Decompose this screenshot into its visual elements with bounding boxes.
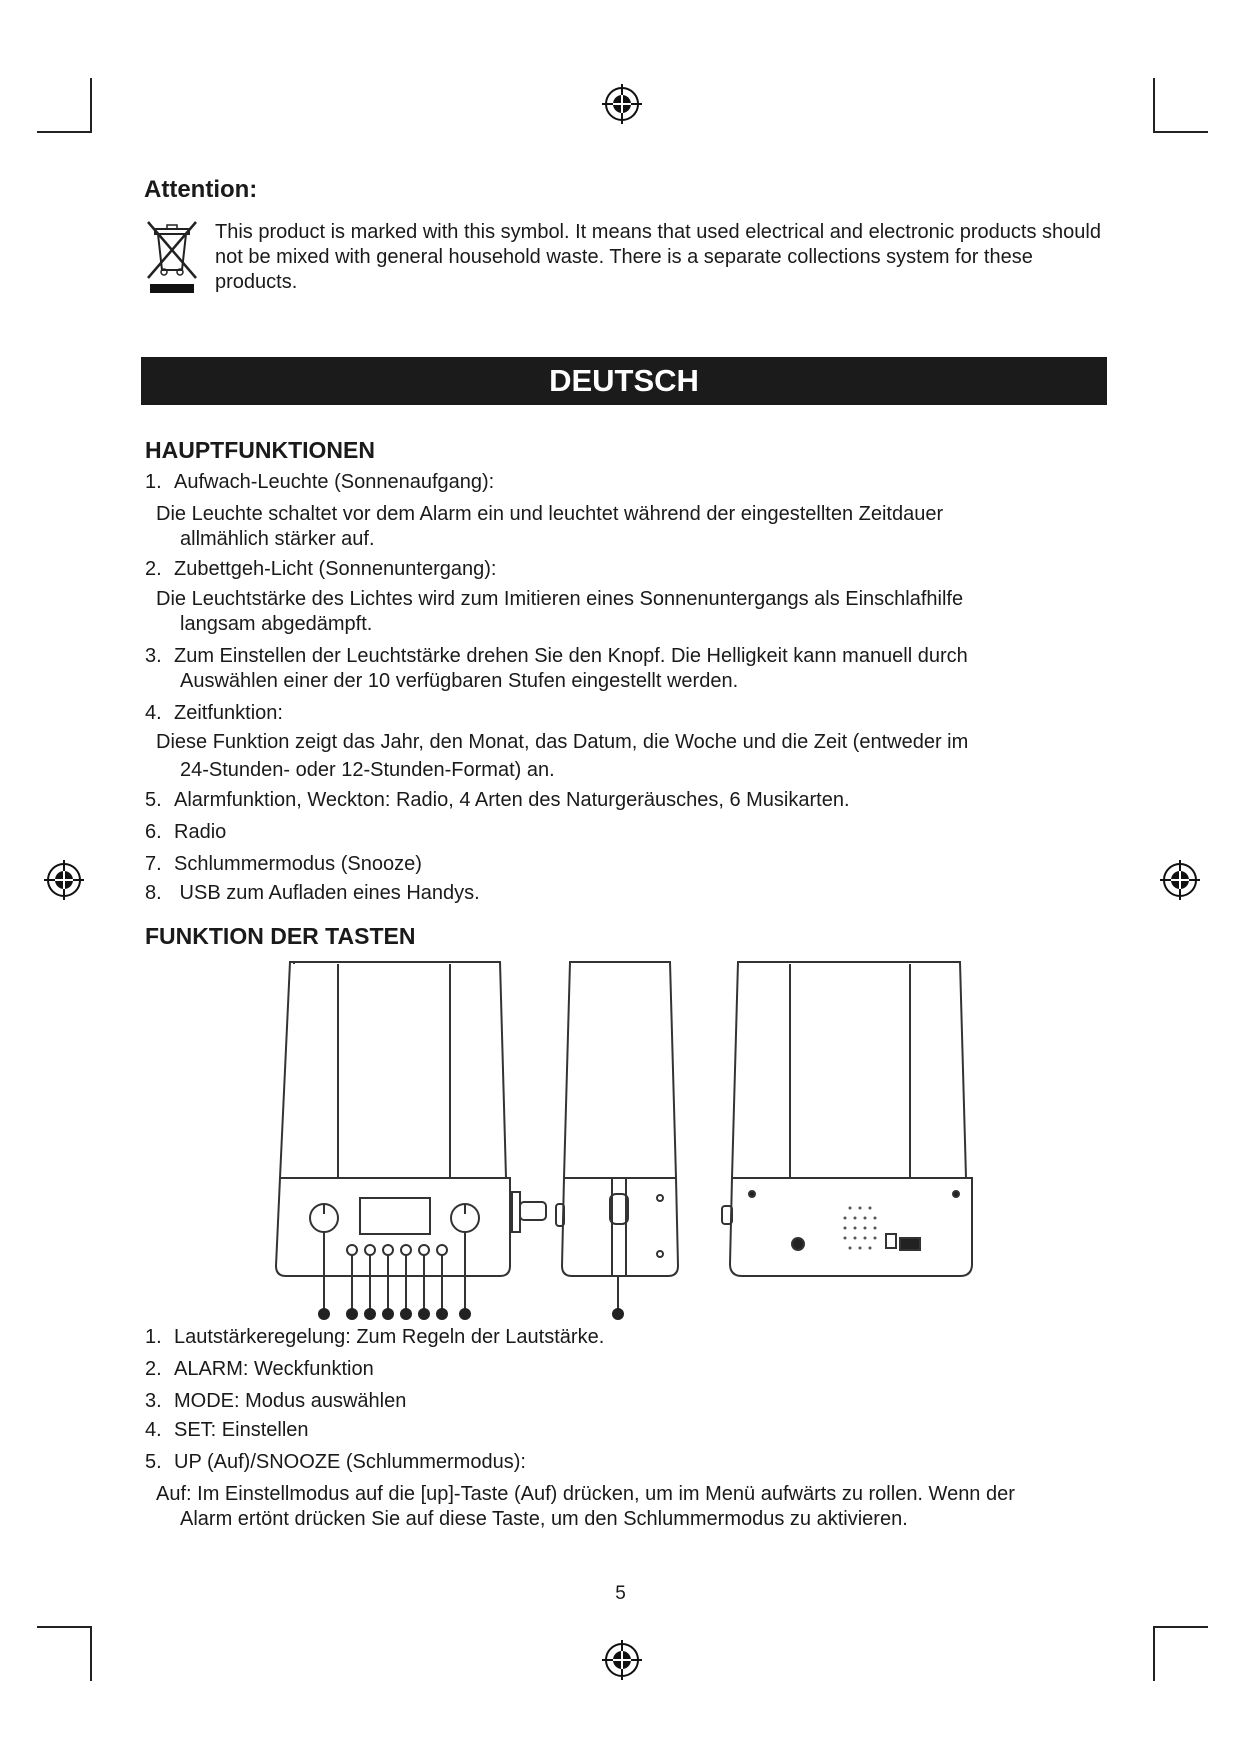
list-item: 3. Zum Einstellen der Leuchtstärke drehen Sie den Knopf. Die Helligkeit kann manuell durch xyxy=(145,645,968,667)
back-view-drawing xyxy=(722,962,972,1276)
crop-mark-top-left xyxy=(37,78,92,133)
list-item: 3. MODE: Modus auswählen xyxy=(145,1390,407,1412)
registration-mark-bottom-icon xyxy=(600,1638,644,1682)
list-item: 8. USB zum Aufladen eines Handys. xyxy=(145,882,480,904)
funktion-der-tasten-title: FUNKTION DER TASTEN xyxy=(145,923,416,949)
list-item: 4. Zeitfunktion: xyxy=(145,702,283,724)
crop-mark-bottom-left xyxy=(37,1626,92,1681)
crop-mark-bottom-right xyxy=(1153,1626,1208,1681)
list-item: 4. SET: Einstellen xyxy=(145,1419,309,1441)
attention-title: Attention: xyxy=(144,176,258,203)
list-item: 5. UP (Auf)/SNOOZE (Schlummermodus): xyxy=(145,1451,526,1473)
list-item-description: Die Leuchtstärke des Lichtes wird zum Imitieren eines Sonnenuntergangs als Einschlafhilfe langsam abgedämpft. xyxy=(156,588,964,635)
list-item: 5. Alarmfunktion, Weckton: Radio, 4 Arten des Naturgeräusches, 6 Musikarten. xyxy=(145,789,850,811)
list-item-description: Auf: Im Einstellmodus auf die [up]-Taste (Auf) drücken, um im Menü aufwärts zu rollen. Wenn der Alarm ertönt drücken Sie auf diese Taste, um den Schlummermodus zu aktivieren. xyxy=(156,1483,1015,1530)
page-number: 5 xyxy=(615,1583,626,1604)
list-item: 1. Lautstärkeregelung: Zum Regeln der Lautstärke. xyxy=(145,1326,605,1348)
list-item: 1. Aufwach-Leuchte (Sonnenaufgang): xyxy=(145,471,495,493)
hauptfunktionen-title: HAUPTFUNKTIONEN xyxy=(145,437,375,463)
list-item-description: Auswählen einer der 10 verfügbaren Stufen eingestellt werden. xyxy=(180,670,739,692)
list-item: 2. ALARM: Weckfunktion xyxy=(145,1358,374,1380)
crop-mark-top-right xyxy=(1153,78,1208,133)
registration-mark-left-icon xyxy=(42,858,86,902)
crossed-out-wheelie-bin-icon xyxy=(144,220,200,296)
list-item-description: Diese Funktion zeigt das Jahr, den Monat, das Datum, die Woche und die Zeit (entweder im 24-Stunden- oder 12-Stunden-Format) an. xyxy=(156,731,969,781)
list-item-description: Die Leuchte schaltet vor dem Alarm ein und leuchtet während der eingestellten Zeitdauer allmählich stärker auf. xyxy=(156,503,944,550)
device-diagram-figure xyxy=(250,958,990,1320)
attention-text: This product is marked with this symbol. It means that used electrical and electronic products should not be mixed with general household waste. There is a separate collections system for these products. xyxy=(215,221,1101,293)
list-item: 7. Schlummermodus (Snooze) xyxy=(145,853,422,875)
registration-mark-right-icon xyxy=(1158,858,1202,902)
list-item: 2. Zubettgeh-Licht (Sonnenuntergang): xyxy=(145,558,497,580)
registration-mark-top-icon xyxy=(600,82,644,126)
list-item: 6. Radio xyxy=(145,821,227,843)
front-view-drawing xyxy=(276,962,546,1320)
side-view-drawing xyxy=(556,962,678,1320)
language-banner: DEUTSCH xyxy=(141,357,1107,405)
